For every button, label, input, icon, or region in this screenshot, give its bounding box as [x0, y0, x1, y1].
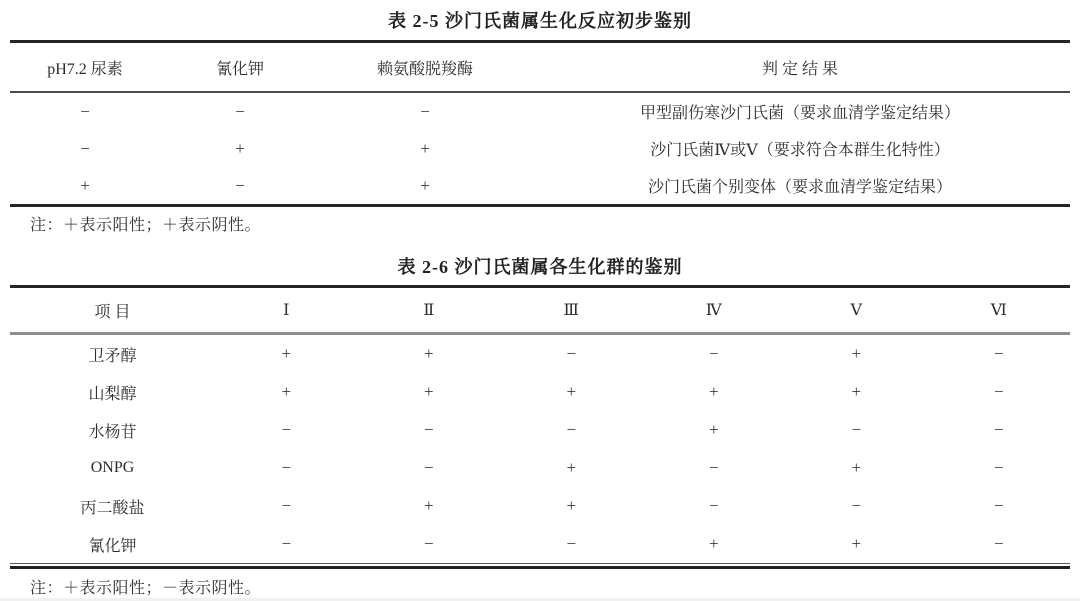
table-2-6-cell: −: [708, 496, 719, 515]
table-2-6-header-group-6: Ⅵ: [990, 302, 1007, 319]
table-2-5-cell: +: [420, 138, 430, 158]
table-2-6-item-cell: ONPG: [90, 459, 135, 476]
table-2-6-header-item: 项 目: [94, 303, 131, 321]
table-2-6-cell: −: [281, 458, 292, 477]
table-2-5-cell: +: [420, 175, 430, 195]
table-2-5-cell: −: [420, 101, 430, 121]
table-2-6-cell: −: [993, 534, 1004, 553]
table-2-5-cell: −: [235, 101, 245, 121]
table-2-6-cell: −: [708, 458, 719, 477]
table-2-5-row: [10, 167, 1070, 204]
table-2-5-cell: −: [80, 138, 90, 158]
table-2-6-item-cell: 丙二酸盐: [80, 499, 145, 517]
table-2-6-item-cell: 卫矛醇: [88, 347, 137, 365]
table-2-6-note: 注：＋表示阳性；－表示阴性。: [30, 580, 262, 597]
table-2-5-cell: −: [235, 175, 245, 195]
table-2-6-item-cell: 水杨苷: [88, 423, 137, 441]
table-2-6-cell: −: [993, 344, 1004, 363]
table-2-6-cell: −: [423, 534, 434, 553]
table-2-6-cell: −: [851, 496, 862, 515]
table-2-6-header-group-5: Ⅴ: [850, 302, 863, 319]
table-2-6-row: [10, 449, 1070, 487]
table-2-5-result-cell: 沙门氏菌个别变体（要求血清学鉴定结果）: [647, 179, 952, 196]
table-2-5-title: 表 2-5 沙门氏菌属生化反应初步鉴别: [388, 11, 692, 31]
table-2-6-row: [10, 373, 1070, 411]
table-2-6-cell: +: [423, 382, 434, 401]
table-2-6-cell: −: [993, 382, 1004, 401]
table-2-6-cell: +: [423, 496, 434, 515]
table-2-6-cell: −: [566, 344, 577, 363]
table-2-6-cell: −: [281, 496, 292, 515]
table-2-5-result-cell: 甲型副伤寒沙门氏菌（要求血清学鉴定结果）: [639, 105, 960, 122]
table-2-6-cell: +: [281, 344, 292, 363]
table-2-6-cell: +: [851, 534, 862, 553]
table-2-5-header-kcn: 氰化钾: [215, 60, 264, 78]
table-2-5-row: [10, 93, 1070, 130]
table-2-5: [10, 40, 1070, 207]
table-2-5-cell: +: [80, 175, 90, 195]
table-2-6-cell: +: [708, 534, 719, 553]
table-2-5-cell: +: [235, 138, 245, 158]
table-2-6-cell: −: [851, 420, 862, 439]
table-2-6-cell: +: [851, 382, 862, 401]
table-2-5-header-row: [10, 43, 1070, 93]
table-2-5-header-lysine: 赖氨酸脱羧酶: [376, 60, 473, 78]
table-2-6-cell: −: [281, 420, 292, 439]
table-2-6-header-row: [10, 288, 1070, 335]
table-2-6-cell: −: [993, 420, 1004, 439]
table-2-6: [10, 285, 1070, 569]
table-2-6-cell: −: [708, 344, 719, 363]
table-2-6-row: [10, 487, 1070, 525]
table-2-6-bottom-rule: [10, 563, 1070, 569]
table-2-5-note: 注：＋表示阳性；＋表示阴性。: [30, 217, 262, 234]
table-2-6-cell: −: [993, 496, 1004, 515]
table-2-6-header-group-1: Ⅰ: [283, 302, 290, 319]
table-2-5-cell: −: [80, 101, 90, 121]
table-2-5-header-result: 判 定 结 果: [761, 60, 838, 78]
table-2-6-cell: +: [566, 496, 577, 515]
table-2-6-cell: +: [423, 344, 434, 363]
table-2-6-header-group-2: Ⅱ: [423, 302, 435, 319]
table-2-5-result-cell: 沙门氏菌Ⅳ或Ⅴ（要求符合本群生化特性）: [650, 142, 950, 159]
table-2-6-cell: +: [566, 382, 577, 401]
table-2-6-header-group-3: Ⅲ: [563, 302, 579, 319]
table-2-6-cell: −: [993, 458, 1004, 477]
table-2-6-row: [10, 525, 1070, 563]
table-2-6-title: 表 2-6 沙门氏菌属各生化群的鉴别: [397, 257, 683, 277]
table-2-6-cell: +: [851, 458, 862, 477]
table-2-6-cell: −: [423, 420, 434, 439]
table-2-6-header-group-4: Ⅳ: [705, 302, 722, 319]
table-2-6-cell: +: [281, 382, 292, 401]
table-2-6-cell: −: [566, 534, 577, 553]
table-2-6-row: [10, 335, 1070, 373]
table-2-5-bottom-rule: [10, 204, 1070, 207]
table-2-6-item-cell: 氰化钾: [88, 537, 137, 555]
table-2-6-cell: −: [566, 420, 577, 439]
table-2-6-row: [10, 411, 1070, 449]
table-2-5-row: [10, 130, 1070, 167]
table-2-6-cell: +: [851, 344, 862, 363]
table-2-6-cell: +: [566, 458, 577, 477]
table-2-6-cell: +: [708, 382, 719, 401]
table-2-6-item-cell: 山梨醇: [88, 385, 137, 403]
table-2-6-cell: −: [281, 534, 292, 553]
table-2-6-cell: −: [423, 458, 434, 477]
table-2-5-header-urea: pH7.2 尿素: [47, 60, 123, 78]
table-2-6-cell: +: [708, 420, 719, 439]
